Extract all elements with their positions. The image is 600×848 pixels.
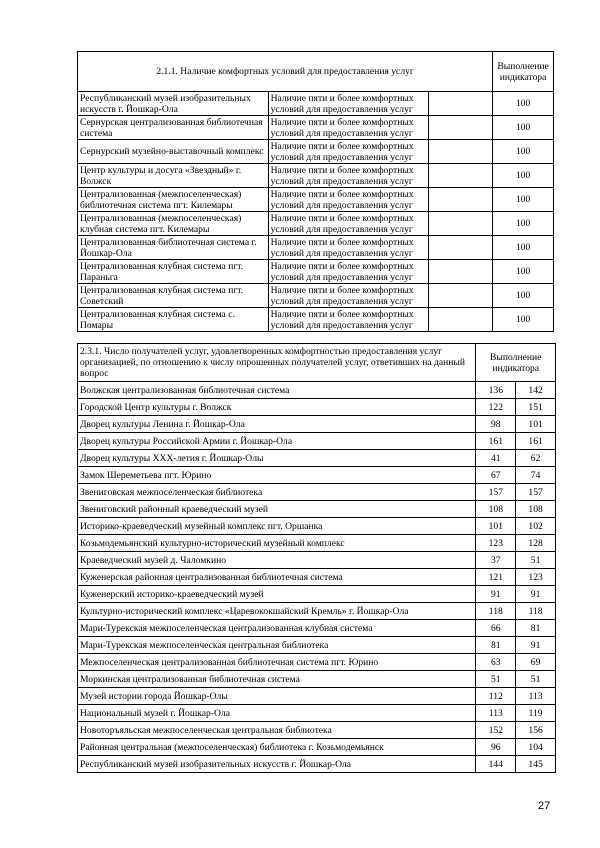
respondents-count-cell: 156	[516, 722, 556, 739]
respondents-count-cell: 145	[516, 756, 556, 773]
satisfied-count-cell: 66	[476, 620, 516, 637]
description-cell: Наличие пяти и более комфортных условий для предоставления услуг	[268, 164, 428, 188]
table-row	[78, 501, 556, 518]
table-title-cell: 2.3.1. Число получателей услуг, удовлетворенных комфортностью предоставления услуг организацией, по отношению к числу опрошенных получателей услуг, ответивших на данный вопрос	[78, 344, 476, 382]
table-row	[78, 603, 556, 620]
satisfied-count-cell: 122	[476, 399, 516, 416]
respondents-count-cell: 113	[516, 688, 556, 705]
satisfied-count-cell: 136	[476, 382, 516, 399]
satisfied-count-cell: 51	[476, 671, 516, 688]
indicator-header-cell: Выполнение индикатора	[493, 52, 554, 92]
organization-cell: Республиканский музей изобразительных искусств г. Йошкар-Ола	[78, 92, 269, 116]
value-cell: 100	[493, 212, 554, 236]
value-cell: 100	[493, 188, 554, 212]
organization-cell: Центр культуры и досуга «Звездный» г. Волжск	[78, 164, 269, 188]
value-cell: 100	[493, 140, 554, 164]
satisfied-count-cell: 41	[476, 450, 516, 467]
table-title-cell: 2.1.1. Наличие комфортных условий для предоставления услуг	[78, 52, 493, 92]
respondents-count-cell: 128	[516, 535, 556, 552]
organization-cell: Централизованная (межпоселенческая) клубная система пгт. Килемары	[78, 212, 269, 236]
page-number: 27	[538, 800, 551, 812]
respondents-count-cell: 104	[516, 739, 556, 756]
table-row	[78, 164, 554, 188]
respondents-count-cell: 51	[516, 671, 556, 688]
empty-cell	[428, 284, 492, 308]
table-header-row	[78, 52, 554, 92]
respondents-count-cell: 51	[516, 552, 556, 569]
organization-cell: Историко-краеведческий музейный комплекс пгт. Оршанка	[78, 518, 476, 535]
organization-cell: Дворец культуры Ленина г. Йошкар-Ола	[78, 416, 476, 433]
respondents-count-cell: 102	[516, 518, 556, 535]
description-cell: Наличие пяти и более комфортных условий для предоставления услуг	[268, 140, 428, 164]
organization-cell: Дворец культуры XXX-летия г. Йошкар-Олы	[78, 450, 476, 467]
value-cell: 100	[493, 284, 554, 308]
organization-cell: Новоторъяльская межпоселенческая центральная библиотека	[78, 722, 476, 739]
table-row	[78, 284, 554, 308]
organization-cell: Межпоселенческая централизованная библиотечная система пгт. Юрино	[78, 654, 476, 671]
indicator-header-cell: Выполнение индикатора	[476, 344, 556, 382]
organization-cell: Централизованная клубная система пгт. Параньга	[78, 260, 269, 284]
description-cell: Наличие пяти и более комфортных условий для предоставления услуг	[268, 260, 428, 284]
organization-cell: Сернурский музейно-выставочный комплекс	[78, 140, 269, 164]
organization-cell: Куженерский историко-краеведческий музей	[78, 586, 476, 603]
description-cell: Наличие пяти и более комфортных условий для предоставления услуг	[268, 212, 428, 236]
respondents-count-cell: 101	[516, 416, 556, 433]
value-cell: 100	[493, 308, 554, 332]
table-row	[78, 688, 556, 705]
organization-cell: Волжская централизованная библиотечная система	[78, 382, 476, 399]
empty-cell	[428, 188, 492, 212]
value-cell: 100	[493, 92, 554, 116]
table-row	[78, 552, 556, 569]
organization-cell: Республиканский музей изобразительных искусств г. Йошкар-Ола	[78, 756, 476, 773]
description-cell: Наличие пяти и более комфортных условий для предоставления услуг	[268, 236, 428, 260]
respondents-count-cell: 119	[516, 705, 556, 722]
description-cell: Наличие пяти и более комфортных условий для предоставления услуг	[268, 92, 428, 116]
organization-cell: Сернурская централизованная библиотечная система	[78, 116, 269, 140]
table-row	[78, 116, 554, 140]
satisfied-count-cell: 152	[476, 722, 516, 739]
comfort-conditions-table	[77, 51, 554, 332]
table-row	[78, 188, 554, 212]
respondents-count-cell: 118	[516, 603, 556, 620]
satisfied-count-cell: 113	[476, 705, 516, 722]
empty-cell	[428, 212, 492, 236]
value-cell: 100	[493, 164, 554, 188]
table-row	[78, 467, 556, 484]
satisfied-recipients-table	[77, 343, 556, 773]
empty-cell	[428, 116, 492, 140]
respondents-count-cell: 142	[516, 382, 556, 399]
satisfied-count-cell: 63	[476, 654, 516, 671]
organization-cell: Мари-Турекская межпоселенческая центральная библиотека	[78, 637, 476, 654]
table-row	[78, 416, 556, 433]
satisfied-count-cell: 123	[476, 535, 516, 552]
organization-cell: Краеведческий музей д. Чаломкино	[78, 552, 476, 569]
empty-cell	[428, 164, 492, 188]
organization-cell: Куженерская районная централизованная библиотечная система	[78, 569, 476, 586]
description-cell: Наличие пяти и более комфортных условий для предоставления услуг	[268, 284, 428, 308]
organization-cell: Городской Центр культуры г. Волжск	[78, 399, 476, 416]
table-row	[78, 569, 556, 586]
table-row	[78, 484, 556, 501]
organization-cell: Централизованная клубная система пгт. Советский	[78, 284, 269, 308]
organization-cell: Культурно-исторический комплекс «Царевококшайский Кремль» г. Йошкар-Ола	[78, 603, 476, 620]
table-row	[78, 399, 556, 416]
table-row	[78, 212, 554, 236]
table-row	[78, 236, 554, 260]
respondents-count-cell: 62	[516, 450, 556, 467]
organization-cell: Замок Шереметьева пгт. Юрино	[78, 467, 476, 484]
value-cell: 100	[493, 116, 554, 140]
respondents-count-cell: 161	[516, 433, 556, 450]
table-row	[78, 637, 556, 654]
organization-cell: Районная центральная (межпоселенческая) библиотека г. Козьмодемьянск	[78, 739, 476, 756]
organization-cell: Национальный музей г. Йошкар-Ола	[78, 705, 476, 722]
value-cell: 100	[493, 236, 554, 260]
table-row	[78, 382, 556, 399]
table-row	[78, 140, 554, 164]
respondents-count-cell: 74	[516, 467, 556, 484]
satisfied-count-cell: 98	[476, 416, 516, 433]
satisfied-count-cell: 144	[476, 756, 516, 773]
value-cell: 100	[493, 260, 554, 284]
table-row	[78, 756, 556, 773]
respondents-count-cell: 69	[516, 654, 556, 671]
table-row	[78, 92, 554, 116]
organization-cell: Дворец культуры Российской Армии г. Йошкар-Ола	[78, 433, 476, 450]
organization-cell: Музей истории города Йошкар-Олы	[78, 688, 476, 705]
respondents-count-cell: 151	[516, 399, 556, 416]
organization-cell: Централизованная библиотечная система г. Йошкар-Ола	[78, 236, 269, 260]
table-row	[78, 518, 556, 535]
table-row	[78, 654, 556, 671]
table-row	[78, 586, 556, 603]
table-row	[78, 260, 554, 284]
empty-cell	[428, 308, 492, 332]
table-row	[78, 535, 556, 552]
table-row	[78, 705, 556, 722]
table-row	[78, 308, 554, 332]
table-row	[78, 433, 556, 450]
satisfied-count-cell: 112	[476, 688, 516, 705]
respondents-count-cell: 108	[516, 501, 556, 518]
respondents-count-cell: 123	[516, 569, 556, 586]
satisfied-count-cell: 37	[476, 552, 516, 569]
empty-cell	[428, 140, 492, 164]
satisfied-count-cell: 108	[476, 501, 516, 518]
organization-cell: Мари-Турекская межпоселенческая централизованная клубная система	[78, 620, 476, 637]
empty-cell	[428, 236, 492, 260]
table-row	[78, 739, 556, 756]
organization-cell: Звениговская межпоселенческая библиотека	[78, 484, 476, 501]
table-row	[78, 671, 556, 688]
satisfied-count-cell: 81	[476, 637, 516, 654]
respondents-count-cell: 157	[516, 484, 556, 501]
organization-cell: Централизованная клубная система с. Помары	[78, 308, 269, 332]
respondents-count-cell: 91	[516, 586, 556, 603]
satisfied-count-cell: 121	[476, 569, 516, 586]
organization-cell: Моркинская централизованная библиотечная система	[78, 671, 476, 688]
description-cell: Наличие пяти и более комфортных условий для предоставления услуг	[268, 116, 428, 140]
respondents-count-cell: 91	[516, 637, 556, 654]
respondents-count-cell: 81	[516, 620, 556, 637]
organization-cell: Козьмодемьянский культурно-исторический музейный комплекс	[78, 535, 476, 552]
satisfied-count-cell: 67	[476, 467, 516, 484]
table-row	[78, 450, 556, 467]
table-header-row	[78, 344, 556, 382]
empty-cell	[428, 92, 492, 116]
satisfied-count-cell: 118	[476, 603, 516, 620]
satisfied-count-cell: 157	[476, 484, 516, 501]
organization-cell: Централизованная (межпоселенческая) библиотечная система пгт. Килемары	[78, 188, 269, 212]
table-row	[78, 722, 556, 739]
satisfied-count-cell: 91	[476, 586, 516, 603]
satisfied-count-cell: 101	[476, 518, 516, 535]
table-row	[78, 620, 556, 637]
description-cell: Наличие пяти и более комфортных условий для предоставления услуг	[268, 308, 428, 332]
satisfied-count-cell: 161	[476, 433, 516, 450]
organization-cell: Звениговский районный краеведческий музей	[78, 501, 476, 518]
satisfied-count-cell: 96	[476, 739, 516, 756]
description-cell: Наличие пяти и более комфортных условий для предоставления услуг	[268, 188, 428, 212]
empty-cell	[428, 260, 492, 284]
